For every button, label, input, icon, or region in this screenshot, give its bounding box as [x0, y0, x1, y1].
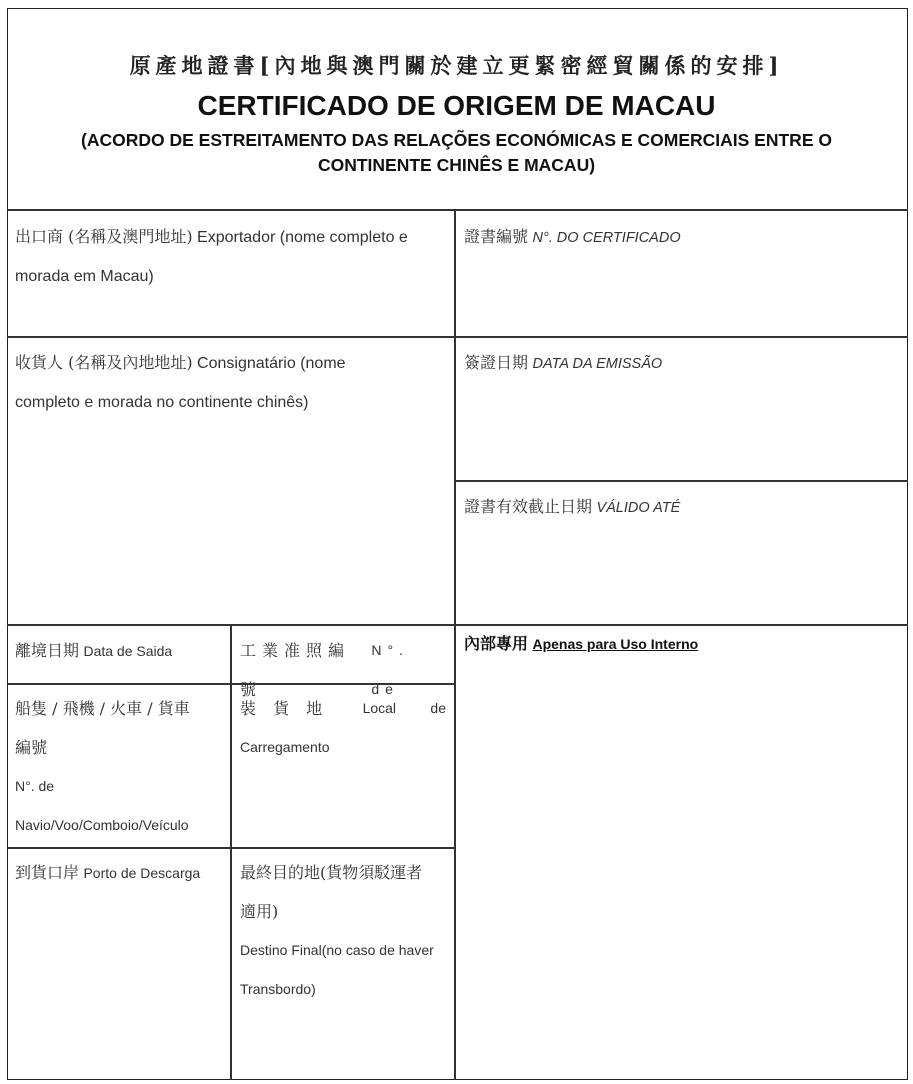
final-dest-label-cn: 最終目的地(貨物須駁運者 [240, 863, 423, 882]
final-destination-field[interactable] [240, 853, 450, 1009]
cert-no-label-cn: 證書編號 [464, 227, 529, 246]
loading-label-pt-de: de [430, 700, 446, 716]
vessel-label-cn: 船隻 / 飛機 / 火車 / 貨車 [15, 699, 190, 718]
exporter-label-pt: Exportador (nome completo e [197, 229, 408, 246]
exporter-label-cn: 出口商 (名稱及澳門地址) [15, 227, 193, 246]
license-no-label-pt: N°. de [371, 642, 409, 697]
vessel-number-field[interactable] [15, 689, 225, 845]
final-dest-label-pt-cont: Transbordo) [240, 981, 316, 997]
vessel-label-pt: N°. de [15, 778, 55, 794]
departure-date-label-cn: 離境日期 [15, 641, 80, 660]
valid-until-label-cn: 證書有效截止日期 [464, 497, 593, 516]
discharge-label-cn: 到貨口岸 [15, 863, 80, 882]
departure-date-field[interactable] [15, 631, 225, 671]
divider-row-exporter [7, 336, 908, 338]
title-portuguese: CERTIFICADO DE ORIGEM DE MACAU [197, 90, 716, 121]
issue-date-label-cn: 簽證日期 [464, 353, 529, 372]
valid-until-field[interactable] [464, 487, 899, 528]
departure-date-label-pt: Data de Saida [83, 643, 173, 659]
subtitle-agreement: (ACORDO DE ESTREITAMENTO DAS RELAÇÕES ECONÓMICAS E COMERCIAIS ENTRE O CONTINENTE CHINÊS E MACAU) [81, 130, 832, 175]
valid-until-label-pt: VÁLIDO ATÉ [596, 500, 681, 516]
loading-label-cn: 裝 貨 地 [240, 699, 329, 718]
divider-issue-date [454, 480, 908, 482]
internal-use-label-pt: Apenas para Uso Interno [532, 636, 699, 652]
divider-row-vessel [7, 847, 455, 849]
final-dest-label-cn-cont: 適用) [240, 902, 279, 921]
loading-label-pt: Local [362, 700, 397, 716]
discharge-label-pt: Porto de Descarga [83, 865, 201, 881]
certificate-number-field[interactable] [464, 217, 899, 258]
exporter-field[interactable] [15, 217, 450, 296]
consignee-label-pt-cont: completo e morada no continente chinês) [15, 394, 309, 411]
consignee-field[interactable] [15, 343, 450, 422]
internal-use-label-cn: 內部專用 [464, 634, 529, 653]
cert-no-label-pt: N°. DO CERTIFICADO [532, 230, 681, 246]
internal-use-field [464, 624, 899, 664]
consignee-label-pt: Consignatário (nome [197, 355, 346, 372]
final-dest-label-pt: Destino Final(no caso de haver [240, 942, 434, 958]
exporter-label-pt-cont: morada em Macau) [15, 268, 154, 285]
consignee-label-cn: 收貨人 (名稱及內地地址) [15, 353, 193, 372]
loading-label-pt-cont: Carregamento [240, 739, 330, 755]
vessel-label-pt-cont: Navio/Voo/Comboio/Veículo [15, 817, 189, 833]
issue-date-field[interactable] [464, 343, 899, 384]
title-chinese: 原產地證書[內地與澳門關於建立更緊密經貿關係的安排] [129, 53, 784, 78]
divider-vertical-main [454, 209, 456, 1080]
discharge-port-field[interactable] [15, 853, 225, 893]
vessel-label-cn-cont: 編號 [15, 738, 48, 757]
issue-date-label-pt: DATA DA EMISSÃO [532, 356, 663, 372]
divider-header [7, 209, 908, 211]
divider-vertical-left [230, 624, 232, 1080]
license-no-label-cn: 工業准照編號 [240, 641, 351, 699]
loading-place-field[interactable] [240, 689, 446, 767]
